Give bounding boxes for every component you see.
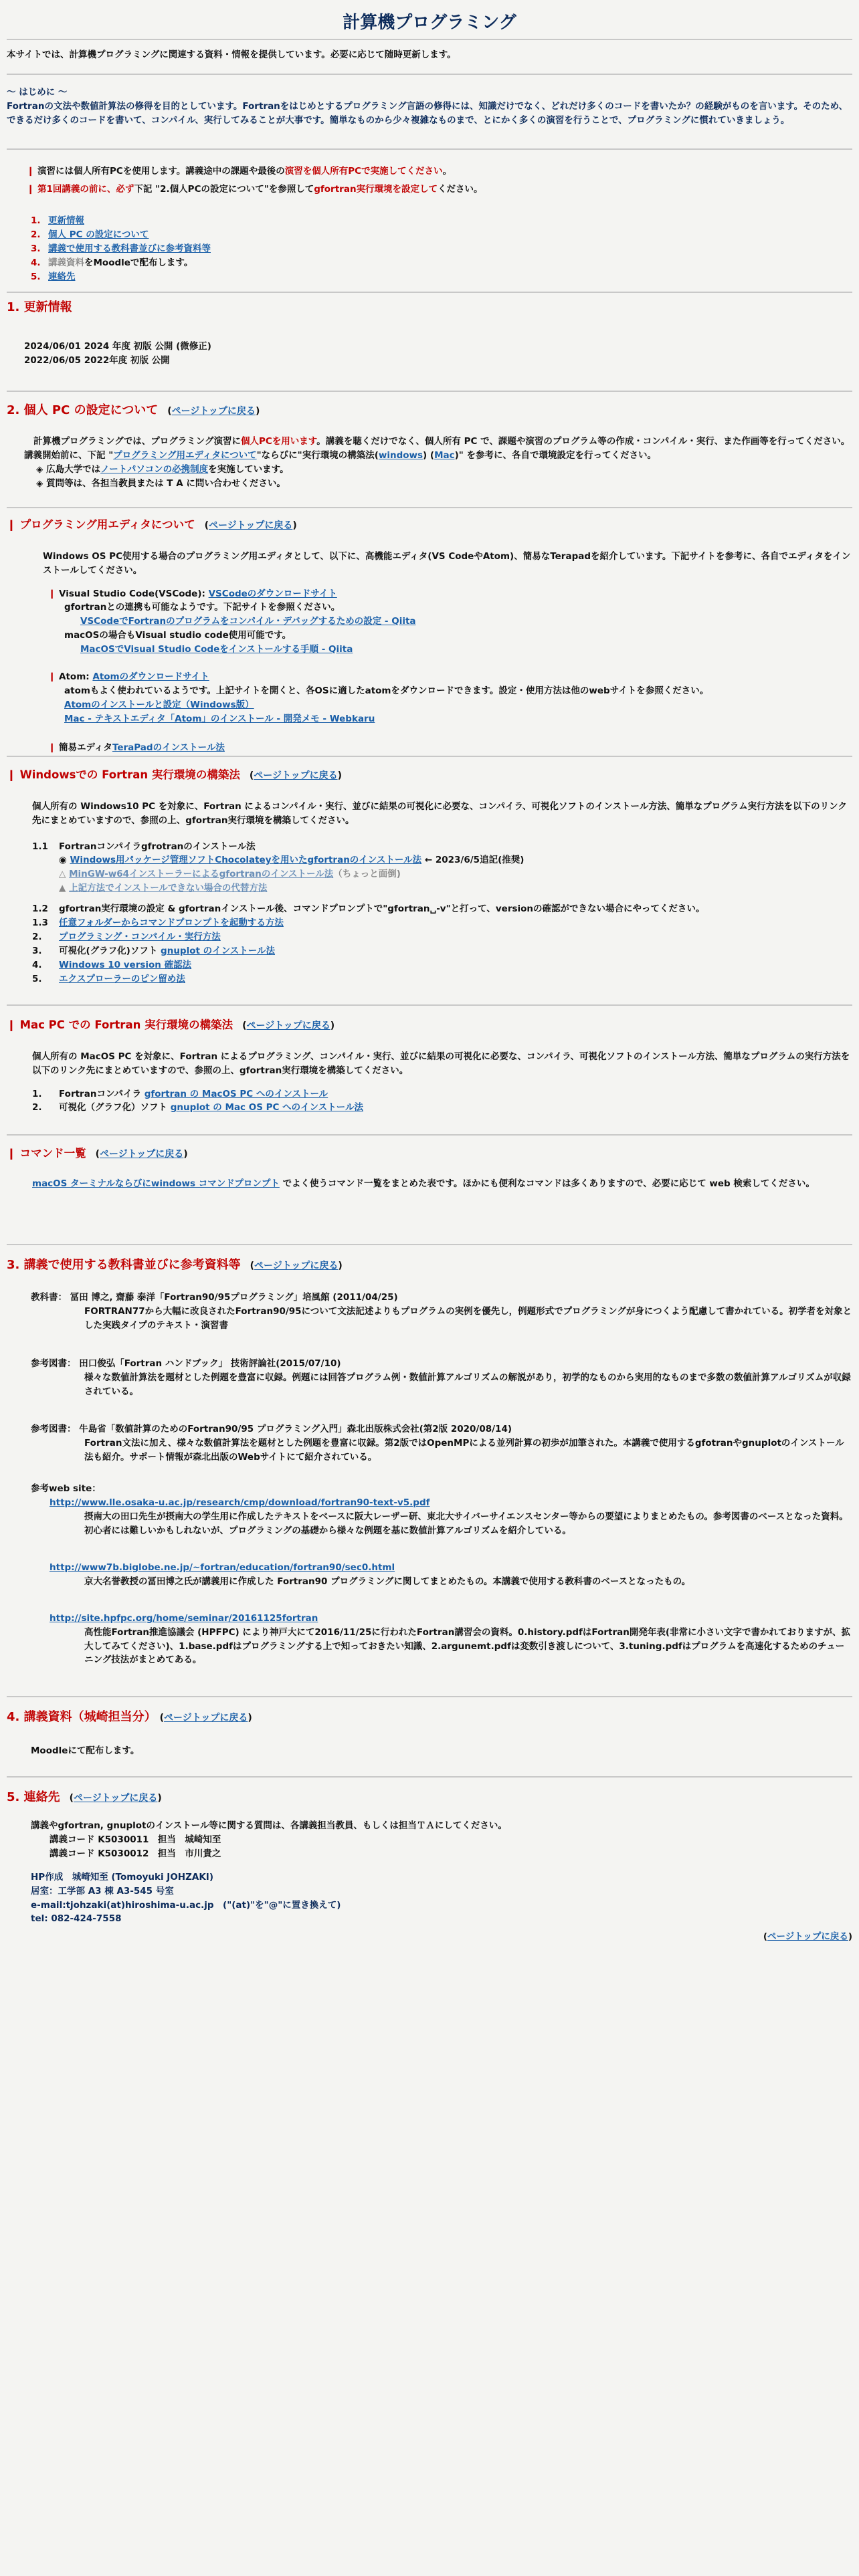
mingw-link[interactable]: MinGW-w64インストーラーによるgfortranのインストール法 xyxy=(69,869,334,880)
divider xyxy=(7,507,852,508)
toc-link-updates[interactable]: 更新情報 xyxy=(48,215,84,226)
vscode-download-link[interactable]: VSCodeのダウンロードサイト xyxy=(208,588,337,599)
divider xyxy=(7,1244,852,1245)
back-to-top-link[interactable]: ページトップに戻る xyxy=(164,1713,248,1723)
windows-steps: 1.1 Fortranコンパイラgfrotranのインストール法 ◉ Windows用パッケージ管理ソフトChocolateyを用いたgfortranのインストール法 ← 2023/6/5追記(推奨) △ MinGW-w64インストーラーによるgfortranのインストール法（ちょっと面倒) ▲ 上記方法でインストールできない場合の代替方法 1.2 gfortran実行環境の設定 & gfortranインストール後、コマンドプロンプトで"gfortran␣-v"と打って、versionの確認ができない場合にやってください。 1.3 任意フォルダーからコマンドプロンプトを起動する方法 2. プログラミング・コンパイル・実行方法 3. 可視化(グラフ化)ソフト gnuplot のインストール法 4. Windows 10 version 確認法 5. エクスプローラーのピン留め法 xyxy=(32,841,705,984)
notes xyxy=(7,165,852,197)
toc-link-pc-setup[interactable]: 個人 PC の設定について xyxy=(48,229,149,240)
intro-section xyxy=(7,86,852,128)
intro-heading: 〜 はじめに 〜 xyxy=(7,87,68,98)
page-title: 計算機プログラミング xyxy=(343,13,516,33)
site-notice: 本サイトでは、計算機プログラミングに関連する資料・情報を提供しています。必要に応じて随時更新します。 xyxy=(7,49,456,60)
phone: tel: 082-424-7558 xyxy=(31,1913,122,1925)
vscode-fortran-link[interactable]: VSCodeでFortranのプログラムをコンパイル・デバッグするための設定 - Qiita xyxy=(80,616,416,627)
vscode-block: ❙ Visual Studio Code(VSCode): VSCodeのダウンロードサイト gfortranとの連携も可能なようです。下記サイトを参照ください。 VSCodeでFortranのプログラムをコンパイル・デバッグするための設定 - Qiita macOSの場合もVisual studio code使用可能です。 MacOSでVisual Studio Codeをインストールする手順 - Qiita xyxy=(7,587,852,657)
back-to-top-link[interactable]: ページトップに戻る xyxy=(74,1793,158,1804)
alternative-link[interactable]: 上記方法でインストールできない場合の代替方法 xyxy=(69,883,268,894)
cmd-prompt-link[interactable]: 任意フォルダーからコマンドプロンプトを起動する方法 xyxy=(59,918,284,929)
divider xyxy=(7,1696,852,1697)
divider xyxy=(7,1776,852,1778)
update-item: 2024/06/01 2024 年度 初版 公開 (微修正) xyxy=(24,340,211,352)
section-commands: ❙ コマンド一覧 (ページトップに戻る) macOS ターミナルならびにwindows コマンドプロンプト でよく使うコマンド一覧をまとめた表です。ほかにも便利なコマンドは多くありますので、必要に応じて web 検索してください。 xyxy=(7,1145,852,1191)
update-item: 2022/06/05 2022年度 初版 公開 xyxy=(24,354,170,366)
toc-label-materials: 講義資料 xyxy=(48,257,84,268)
back-to-top-link[interactable]: ページトップに戻る xyxy=(246,1021,330,1031)
subsection-heading: Windowsでの Fortran 実行環境の構築法 xyxy=(19,768,240,781)
notebook-policy-link[interactable]: ノートパソコンの必携制度 xyxy=(100,463,209,475)
gnuplot-windows-link[interactable]: gnuplot のインストール法 xyxy=(161,945,275,956)
toc-link-contact[interactable]: 連絡先 xyxy=(48,271,76,282)
web-label: 参考web site： xyxy=(31,1483,101,1495)
section-windows: ❙ Windowsでの Fortran 実行環境の構築法 (ページトップに戻る) 個人所有の Windows10 PC を対象に、Fortran によるコンパイル・実行、並びに結果の可視化に必要な、コンパイラ、可視化ソフトのインストール方法、簡単なプログラム実行方法を以下のリンク先にまとめていますので、参照の上、gfortran実行環境を構築してください。 1.1 Fortranコンパイラgfrotranのインストール法 ◉ Windows用パッケージ管理ソフトChocolateyを用いたgfortranのインストール法 ← 2023/6/5追記(推奨) △ MinGW-w64インストーラーによるgfortranのインストール法（ちょっと面倒) ▲ 上記方法でインストールできない場合の代替方法 1.2 gfortran実行環境の設定 & gfortranインストール後、コマンドプロンプトで"gfortran␣-v"と打って、versionの確認ができない場合にやってください。 1.3 任意フォルダーからコマンドプロンプトを起動する方法 2. プログラミング・コンパイル・実行方法 3. 可視化(グラフ化)ソフト gnuplot のインストール法 4. Windows 10 version 確認法 5. エクスプローラーのピン留め法 xyxy=(7,766,852,986)
vscode-mac-link[interactable]: MacOSでVisual Studio Codeをインストールする手順 - Qiita xyxy=(80,644,353,655)
subsection-heading: コマンド一覧 xyxy=(19,1147,86,1160)
atom-download-link[interactable]: Atomのダウンロードサイト xyxy=(92,671,209,683)
subsection-heading: Mac PC での Fortran 実行環境の構築法 xyxy=(19,1018,233,1031)
editor-link[interactable]: プログラミング用エディタについて xyxy=(113,449,257,461)
mac-steps: 1. Fortranコンパイラ gfortran の MacOS PC へのインストール 2. 可視化（グラフ化）ソフト gnuplot の Mac OS PC へのインストール法 xyxy=(32,1088,363,1113)
section-contact: 5. 連絡先 (ページトップに戻る) 講義やgfortran, gnuplotのインストール等に関する質問は、各講義担当教員、もしくは担当ＴＡにしてください。 講義コード K5030011 担当 城崎知至 講義コード K5030012 担当 市川貴之 HP作成 城崎知至 (Tomoyuki JOHZAKI) 居室：工学部 A3 棟 A3-545 号室 e-mail:tjohzaki(at)hiroshima-u.ac.jp ("(at)"を"@"に置き換えて) tel: 082-424-7558 (ページトップに戻る) xyxy=(7,1790,852,1943)
intro-body: Fortranの文法や数値計算法の修得を目的としています。Fortranをはじめとするプログラミング言語の修得には、知識だけでなく、どれだけ多くのコードを書いたか？の経験がものを言います。そのため、できるだけ多くのコードを書いて、コンパイル、実行してみることが大事です。簡単なものから少々複雑なものまで、とにかく多くの演習を行うことで、プログラミングに慣れていきましょう。 xyxy=(7,100,848,126)
terapad-block: ❙ 簡易エディタTeraPadのインストール法 xyxy=(48,742,225,753)
materials-text: Moodleにて配布します。 xyxy=(31,1745,140,1756)
back-to-top-link[interactable]: ページトップに戻る xyxy=(254,1261,339,1271)
atom-mac-link[interactable]: Mac - テキストエディタ「Atom」のインストール - 開発メモ - Webkaru xyxy=(64,713,375,724)
back-to-top-link[interactable]: ページトップに戻る xyxy=(209,520,293,531)
pc-setup-paragraph: 計算機プログラミングでは、プログラミング演習に個人PCを用います。講義を聴くだけでなく、個人所有 PC で、課題や演習のプログラム等の作成・コンパイル・実行、また作画等を行ってください。講義開始前に、下記 "プログラミング用エディタについて"ならびに"実行環境の構築法(windows) (Mac)" を参考に、各自で環境設定を行ってください。 xyxy=(24,435,850,461)
section-heading: 4. 講義資料（城崎担当分） xyxy=(7,1710,151,1724)
bullet-item: ◈ 質問等は、各担当教員または T A に問い合わせください。 xyxy=(36,477,286,489)
note-2: ❙ 第1回講義の前に、必ず下記 "2.個人PCの設定について"を参照してgfortran実行環境を設定してください。 xyxy=(27,183,483,195)
compile-run-link[interactable]: プログラミング・コンパイル・実行方法 xyxy=(59,932,221,943)
table-of-contents xyxy=(7,214,852,284)
section-textbooks: 3. 講義で使用する教科書並びに参考資料等 (ページトップに戻る) 教科書： 冨田 博之, 齋藤 泰洋「Fortran90/95プログラミング」培風館 (2011/04/25) FORTRAN77から大幅に改良されたFortran90/95について文法記述よりもプログラムの実例を優先し，例題形式でプログラミングが身につくよう配慮して書かれている。初学者を対象とした実践タイプのテキスト・演習書 参考図書： 田口俊弘「Fortran ハンドブック」 技術評論社(2015/07/10) 様々な数値計算法を題材とした例題を豊富に収録。例題には回答プログラム例・数値計算アルゴリズムの解説があり，初学的なものから実用的なものまで多数の数値計算アルゴリズムが収録されている。 参考図書： 牛島省「数値計算のためのFortran90/95 プログラミング入門」森北出版株式会社(第2版 2020/08/14) Fortran文法に加え、様々な数値計算法を題材とした例題を豊富に収録。第2版ではOpenMPによる並列計算の初歩が加筆された。本講義で使用するgfotranやgnuplotのインストール法も紹介。サポート情報が森北出版のWebサイトにて紹介されている。 参考web site： http://www.lle.osaka-u.ac.jp/research/cmp/download/fortran90-text-v5.pdf 摂南大の田口先生が摂南大の学生用に作成したテキストをベースに阪大レーザー研、東北大サイバーサイエンスセンター等からの要望によりまとめたもの。参考図書のベースとなった資料。初心者には難しいかもしれないが、プログラミングの基礎から様々な例題を基に数値計算アルゴリズムを紹介している。 http://www7b.biglobe.ne.jp/~fortran/education/fortran90/sec0.html 京大名誉教授の冨田博之氏が講義用に作成した Fortran90 プログラミングに関してまとめたもの。本講義で使用する教科書のベースとなったもの。 http://site.hpfpc.org/home/seminar/20161125fortran 高性能Fortran推進協議会 (HPFPC) により神戸大にて2016/11/25に行われたFortran講習会の資料。0.history.pdfはFortran開発年表(非常に小さい文字で書かれておりますが、拡大してみてください)、1.base.pdfはプログラミングする上で知っておきたい知識、2.argunemt.pdfは変数引き渡しについて、3.tuning.pdfはプログラムを高速化するためのチューニング技法がまとめてある。 xyxy=(7,1256,852,1667)
section-heading: 5. 連絡先 xyxy=(7,1790,60,1804)
atom-note: atomもよく使われているようです。上記サイトを開くと、各OSに適したatomをダウンロードできます。設定・使用方法は他のwebサイトを参照ください。 xyxy=(64,685,709,697)
section-heading: 2. 個人 PC の設定について xyxy=(7,403,159,417)
atom-block: ❙ Atom: Atomのダウンロードサイト atomもよく使われているようです。上記サイトを開くと、各OSに適したatomをダウンロードできます。設定・使用方法は他のwebサイトを参照ください。 Atomのインストールと設定（Windows版） Mac - テキストエディタ「Atom」のインストール - 開発メモ - Webkaru xyxy=(7,670,852,726)
terapad-link[interactable]: TeraPadのインストール法 xyxy=(112,742,225,753)
divider xyxy=(7,1134,852,1136)
divider xyxy=(7,148,852,150)
divider xyxy=(7,74,852,75)
windows-intro: 個人所有の Windows10 PC を対象に、Fortran によるコンパイル・実行、並びに結果の可視化に必要な、コンパイラ、可視化ソフトのインストール方法、簡単なプログラム実行方法を以下のリンク先にまとめていますので、参照の上、gfortran実行環境を構築してください。 xyxy=(32,800,847,826)
toc-item: 4. 講義資料をMoodleで配布します。 xyxy=(31,257,193,268)
windows-link[interactable]: windows xyxy=(378,449,423,461)
section-heading: 1. 更新情報 xyxy=(7,300,72,314)
note-1: ❙ 演習には個人所有PCを使用します。講義途中の課題や最後の演習を個人所有PCで実施してください。 xyxy=(27,166,452,177)
win10-version-link[interactable]: Windows 10 version 確認法 xyxy=(59,959,192,970)
contact-details: 講義やgfortran, gnuplotのインストール等に関する質問は、各講義担当教員、もしくは担当ＴＡにしてください。 講義コード K5030011 担当 城崎知至 講義コード K5030012 担当 市川貴之 HP作成 城崎知至 (Tomoyuki JOHZAKI) 居室：工学部 A3 棟 A3-545 号室 e-mail:tjohzaki(at)hiroshima-u.ac.jp ("(at)"を"@"に置き換えて) tel: 082-424-7558 xyxy=(7,1819,852,1926)
command-list-link[interactable]: macOS ターミナルならびにwindows コマンドプロンプト xyxy=(32,1178,280,1189)
section-materials: 4. 講義資料（城崎担当分） (ページトップに戻る) Moodleにて配布します。 xyxy=(7,1708,852,1758)
toc-item: 1. 更新情報 xyxy=(31,215,84,226)
web-desc: 京大名誉教授の冨田博之氏が講義用に作成した Fortran90 プログラミングに関してまとめたもの。本講義で使用する教科書のベースとなったもの。 xyxy=(84,1576,691,1587)
mac-intro: 個人所有の MacOS PC を対象に、Fortran によるプログラミング、コンパイル・実行、並びに結果の可視化に必要な、コンパイラ、可視化ソフトのインストール方法、簡単なプログラムの実行方法を以下のリンク先にまとめていますので、参照の上、gfortran実行環境を構築してください。 xyxy=(32,1051,850,1076)
atom-windows-link[interactable]: Atomのインストールと設定（Windows版） xyxy=(64,699,254,710)
reference-desc: Fortran文法に加え、様々な数値計算法を題材とした例題を豊富に収録。第2版ではOpenMPによる並列計算の初歩が加筆された。本講義で使用するgfotranやgnuplotのインストール法も紹介。サポート情報が森北出版のWebサイトにて紹介されている。 xyxy=(84,1438,844,1463)
email: e-mail:tjohzaki(at)hiroshima-u.ac.jp ("(at)"を"@"に置き換えて) xyxy=(31,1899,341,1911)
vscode-mac-note: macOSの場合もVisual studio code使用可能です。 xyxy=(64,630,292,641)
web-desc: 摂南大の田口先生が摂南大の学生用に作成したテキストをベースに阪大レーザー研、東北大サイバーサイエンスセンター等からの要望によりまとめたもの。参考図書のベースとなった資料。初心者には難しいかもしれないが、プログラミングの基礎から様々な例題を基に数値計算アルゴリズムを紹介している。 xyxy=(84,1511,848,1536)
textbook-entry: 教科書： 冨田 博之, 齋藤 泰洋「Fortran90/95プログラミング」培風館 (2011/04/25) FORTRAN77から大幅に改良されたFortran90/95について文法記述よりもプログラムの実例を優先し，例題形式でプログラミングが身につくよう配慮して書かれている。初学者を対象とした実践タイプのテキスト・演習書 xyxy=(7,1291,852,1333)
subsection-heading: プログラミング用エディタについて xyxy=(19,518,195,531)
textbook-desc: FORTRAN77から大幅に改良されたFortran90/95について文法記述よりもプログラムの実例を優先し，例題形式でプログラミングが身につくよう配慮して書かれている。初学者を対象とした実践タイプのテキスト・演習書 xyxy=(84,1305,852,1331)
divider xyxy=(7,391,852,392)
back-to-top-link[interactable]: ページトップに戻る xyxy=(171,406,256,417)
section-mac: ❙ Mac PC での Fortran 実行環境の構築法 (ページトップに戻る) 個人所有の MacOS PC を対象に、Fortran によるプログラミング、コンパイル・実行、並びに結果の可視化に必要な、コンパイラ、可視化ソフトのインストール方法、簡単なプログラムの実行方法を以下のリンク先にまとめていますので、参照の上、gfortran実行環境を構築してください。 1. Fortranコンパイラ gfortran の MacOS PC へのインストール 2. 可視化（グラフ化）ソフト gnuplot の Mac OS PC へのインストール法 xyxy=(7,1016,852,1115)
gfortran-mac-link[interactable]: gfortran の MacOS PC へのインストール xyxy=(144,1088,328,1099)
reference-entry: 参考図書： 田口俊弘「Fortran ハンドブック」 技術評論社(2015/07/10) 様々な数値計算法を題材とした例題を豊富に収録。例題には回答プログラム例・数値計算アルゴリズムの解説があり，初学的なものから実用的なものまで多数の数値計算アルゴリズムが収録されている。 xyxy=(7,1357,852,1399)
editors-intro: Windows OS PC使用する場合のプログラミング用エディタとして、以下に、高機能エディタ(VS CodeやAtom)、簡易なTerapadを紹介しています。下記サイトを参考に、各自でエディタをインストールしてください。 xyxy=(43,550,851,576)
toc-item: 3. 講義で使用する教科書並びに参考資料等 xyxy=(31,243,211,254)
back-to-top-link[interactable]: ページトップに戻る xyxy=(254,770,338,781)
gnuplot-mac-link[interactable]: gnuplot の Mac OS PC へのインストール法 xyxy=(170,1102,363,1113)
section-heading: 3. 講義で使用する教科書並びに参考資料等 xyxy=(7,1258,241,1272)
divider xyxy=(7,39,852,40)
section-pc-setup: 2. 個人 PC の設定について (ページトップに戻る) 計算機プログラミングでは、プログラミング演習に個人PCを用います。講義を聴くだけでなく、個人所有 PC で、課題や演習のプログラム等の作成・コンパイル・実行、また作画等を行ってください。講義開始前に、下記 "プログラミング用エディタについて"ならびに"実行環境の構築法(windows) (Mac)" を参考に、各自で環境設定を行ってください。 ◈ 広島大学ではノートパソコンの必携制度を実施しています。 ◈ 質問等は、各担当教員または T A に問い合わせください。 xyxy=(7,401,852,491)
divider xyxy=(7,1004,852,1006)
back-to-top-link[interactable]: ページトップに戻る xyxy=(767,1931,848,1943)
reference-desc: 様々な数値計算法を題材とした例題を豊富に収録。例題には回答プログラム例・数値計算アルゴリズムの解説があり，初学的なものから実用的なものまで多数の数値計算アルゴリズムが収録されている。 xyxy=(84,1372,851,1397)
web-link-biglobe[interactable]: http://www7b.biglobe.ne.jp/~fortran/education/fortran90/sec0.html xyxy=(50,1562,395,1573)
reference-entry: 参考図書： 牛島省「数値計算のためのFortran90/95 プログラミング入門」森北出版株式会社(第2版 2020/08/14) Fortran文法に加え、様々な数値計算法を題材とした例題を豊富に収録。第2版ではOpenMPによる並列計算の初歩が加筆された。本講義で使用するgfotranやgnuplotのインストール法も紹介。サポート情報が森北出版のWebサイトにて紹介されている。 xyxy=(7,1422,852,1465)
back-to-top-link[interactable]: ページトップに戻る xyxy=(99,1149,184,1160)
bullet-item: ◈ 広島大学ではノートパソコンの必携制度を実施しています。 xyxy=(36,463,289,475)
mac-link[interactable]: Mac xyxy=(434,449,455,461)
web-link-hpfpc[interactable]: http://site.hpfpc.org/home/seminar/20161125fortran xyxy=(50,1612,318,1624)
web-references xyxy=(7,1482,852,1667)
chocolatey-link[interactable]: Windows用パッケージ管理ソフトChocolateyを用いたgfortranのインストール法 xyxy=(70,855,422,866)
divider xyxy=(7,292,852,293)
toc-item: 5. 連絡先 xyxy=(31,271,76,282)
section-updates xyxy=(7,298,852,368)
divider xyxy=(7,756,852,757)
commands-text: macOS ターミナルならびにwindows コマンドプロンプト でよく使うコマンド一覧をまとめた表です。ほかにも便利なコマンドは多くありますので、必要に応じて web 検索してください。 xyxy=(32,1178,815,1189)
toc-link-textbooks[interactable]: 講義で使用する教科書並びに参考資料等 xyxy=(48,243,211,254)
toc-item: 2. 個人 PC の設定について xyxy=(31,229,149,240)
vscode-note: gfortranとの連携も可能なようです。下記サイトを参照ください。 xyxy=(64,602,341,613)
web-link-osaka[interactable]: http://www.lle.osaka-u.ac.jp/research/cmp/download/fortran90-text-v5.pdf xyxy=(50,1497,430,1509)
section-editors: ❙ プログラミング用エディタについて (ページトップに戻る) Windows OS PC使用する場合のプログラミング用エディタとして、以下に、高機能エディタ(VS CodeやAtom)、簡易なTerapadを紹介しています。下記サイトを参考に、各自でエディタをインストールしてください。 ❙ Visual Studio Code(VSCode): VSCodeのダウンロードサイト gfortranとの連携も可能なようです。下記サイトを参照ください。 VSCodeでFortranのプログラムをコンパイル・デバッグするための設定 - Qiita macOSの場合もVisual studio code使用可能です。 MacOSでVisual Studio Codeをインストールする手順 - Qiita ❙ Atom: Atomのダウンロードサイト atomもよく使われているようです。上記サイトを開くと、各OSに適したatomをダウンロードできます。設定・使用方法は他のwebサイトを参照ください。 Atomのインストールと設定（Windows版） Mac - テキストエディタ「Atom」のインストール - 開発メモ - Webkaru ❙ 簡易エディタTeraPadのインストール法 xyxy=(7,516,852,755)
web-desc: 高性能Fortran推進協議会 (HPFPC) により神戸大にて2016/11/25に行われたFortran講習会の資料。0.history.pdfはFortran開発年表(非常に小さい文字で書かれておりますが、拡大してみてください)、1.base.pdfはプログラミングする上で知っておきたい知識、2.argunemt.pdfは変数引き渡しについて、3.tuning.pdfはプログラムを高速化するためのチューニング技法がまとめてある。 xyxy=(84,1626,851,1666)
explorer-pin-link[interactable]: エクスプローラーのピン留め法 xyxy=(59,973,185,984)
